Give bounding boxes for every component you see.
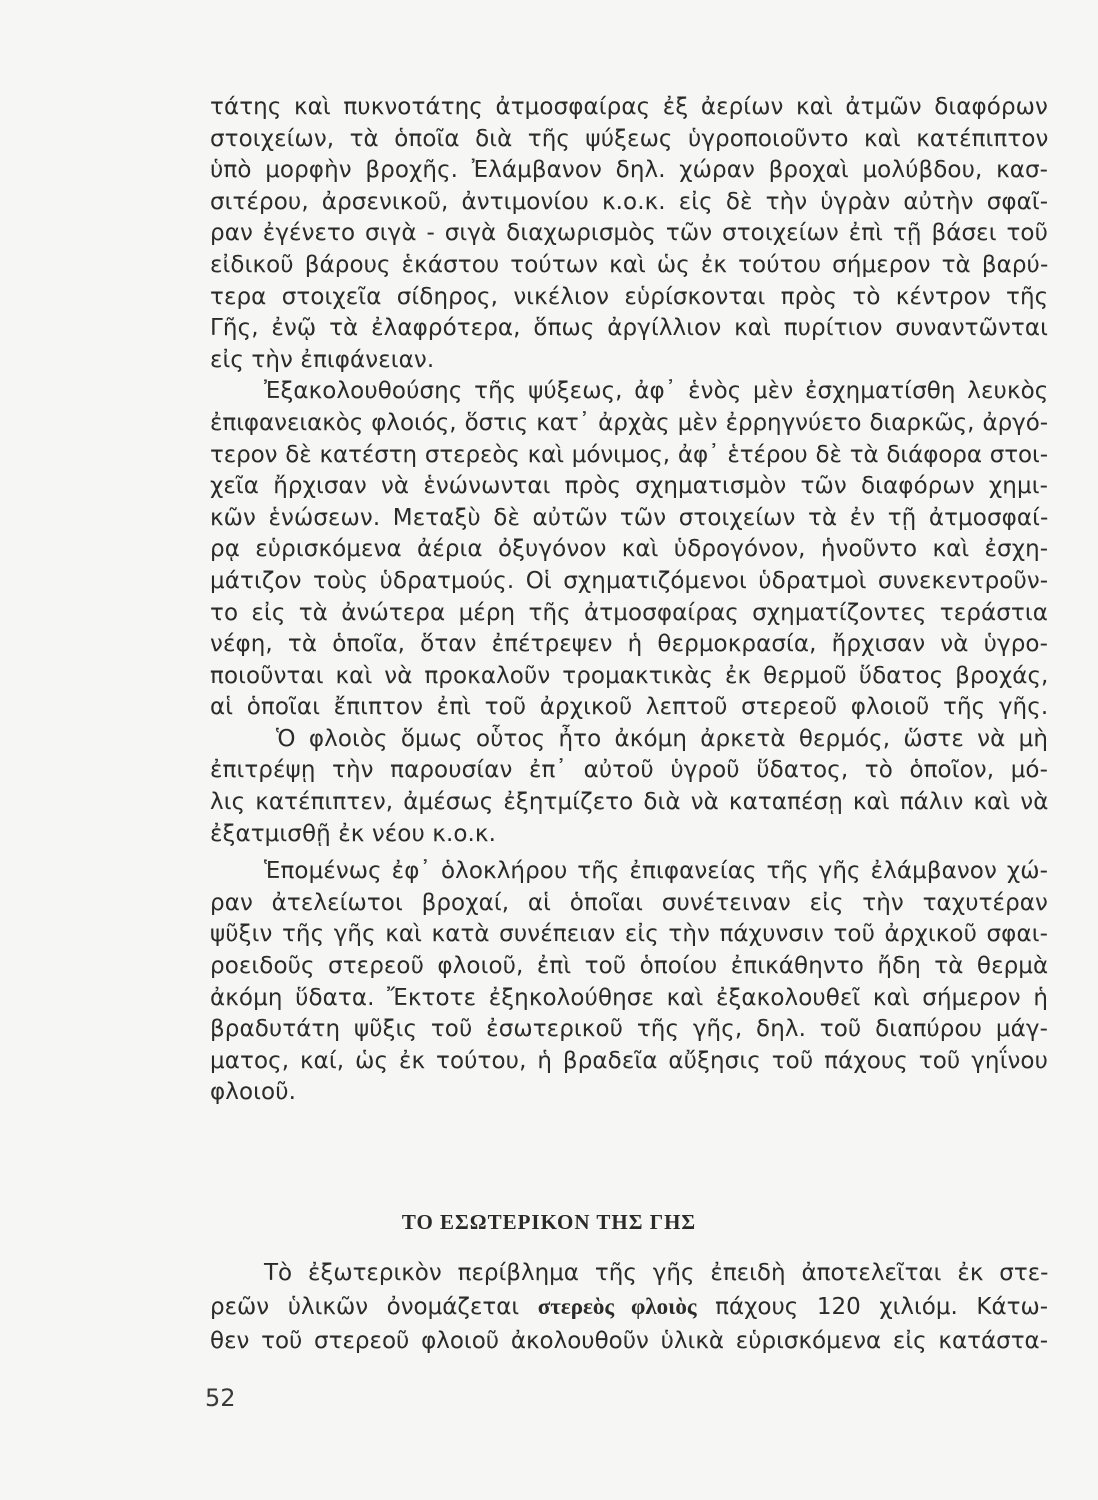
text-line: ροειδοῦς στερεοῦ φλοιοῦ, ἐπὶ τοῦ ὁποίου ἐπικάθηντο ἤδη τὰ θερμὰ <box>210 953 1049 980</box>
paragraph <box>210 376 1048 724</box>
section-heading: ΤΟ ΕΣΩΤΕΡΙΚΟΝ ΤΗΣ ΓΗΣ <box>401 1210 697 1234</box>
text-line: βραδυτάτη ψῦξις τοῦ ἐσωτερικοῦ τῆς γῆς, δηλ. τοῦ διαπύρου μάγ- <box>210 1016 1048 1043</box>
text-line: ἐξατμισθῇ ἐκ νέου κ.ο.κ. <box>210 820 497 847</box>
text-line: λις κατέπιπτεν, ἀμέσως ἐξητμίζετο διὰ νὰ καταπέσῃ καὶ πάλιν καὶ νὰ <box>210 789 1049 816</box>
page-number: 52 <box>205 1384 236 1412</box>
text-line: ὑπὸ μορφὴν βροχῆς. Ἐλάμβανον δηλ. χώραν βροχαὶ μολύβδου, κασ- <box>210 157 1049 184</box>
section-text <box>210 1256 1048 1358</box>
text-line: το εἰς τὰ ἀνώτερα μέρη τῆς ἀτμοσφαίρας σχηματίζοντες τεράστια <box>210 599 1048 626</box>
text-line: ἀκόμη ὕδατα. Ἔκτοτε ἐξηκολούθησε καὶ ἐξακολουθεῖ καὶ σήμερον ἡ <box>210 984 1048 1011</box>
text-line: αἱ ὁποῖαι ἔπιπτον ἐπὶ τοῦ ἀρχικοῦ λεπτοῦ στερεοῦ φλοιοῦ τῆς γῆς. <box>210 694 1049 721</box>
text-line: ψῦξιν τῆς γῆς καὶ κατὰ συνέπειαν εἰς τὴν πάχυνσιν τοῦ ἀρχικοῦ σφαι- <box>210 921 1048 948</box>
text-fragment: πάχους 120 χιλιόμ. Κάτω- <box>715 1294 1049 1320</box>
text-line: Ἐξακολουθούσης τῆς ψύξεως, ἀφ᾽ ἑνὸς μὲν ἐσχηματίσθη λευκὸς <box>264 378 1049 405</box>
text-line: ἐπιφανειακὸς φλοιός, ὅστις κατ᾽ ἀρχὰς μὲν ἐρρηγνύετο διαρκῶς, ἀργό- <box>210 409 1048 436</box>
text-line: ρᾳ εὑρισκόμενα ἀέρια ὀξυγόνον καὶ ὑδρογόνον, ἡνοῦντο καὶ ἐσχη- <box>210 536 1049 563</box>
text-line: μάτιζον τοὺς ὑδρατμούς. Οἱ σχηματιζόμενοι ὑδρατμοὶ συνεκεντροῦν- <box>210 567 1049 594</box>
text-line: ποιοῦνται καὶ νὰ προκαλοῦν τρομακτικὰς ἐκ θερμοῦ ὕδατος βροχάς, <box>210 662 1049 689</box>
text-line: εἰδικοῦ βάρους ἑκάστου τούτων καὶ ὡς ἐκ τούτου σήμερον τὰ βαρύ- <box>210 251 1049 278</box>
text-line: Γῆς, ἐνῷ τὰ ἐλαφρότερα, ὅπως ἀργίλλιον καὶ πυρίτιον συναντῶνται <box>210 315 1048 342</box>
text-line: ραν ἐγένετο σιγὰ - σιγὰ διαχωρισμὸς τῶν στοιχείων ἐπὶ τῇ βάσει τοῦ <box>210 220 1048 247</box>
text-line: ματος, καί, ὡς ἐκ τούτου, ἡ βραδεῖα αὔξησις τοῦ πάχους τοῦ γηΐνου <box>210 1047 1048 1074</box>
text-line: τάτης καὶ πυκνοτάτης ἀτμοσφαίρας ἐξ ἀερίων καὶ ἀτμῶν διαφόρων <box>210 94 1048 120</box>
main-text <box>210 92 1048 1109</box>
text-line: τερα στοιχεῖα σίδηρος, νικέλιον εὑρίσκονται πρὸς τὸ κέντρον τῆς <box>210 283 1049 310</box>
text-line: Τὸ ἐξωτερικὸν περίβλημα τῆς γῆς ἐπειδὴ ἀποτελεῖται ἐκ στε- <box>264 1260 1049 1286</box>
text-line: φλοιοῦ. <box>210 1079 297 1106</box>
text-line: στοιχείων, τὰ ὁποῖα διὰ τῆς ψύξεως ὑγροποιοῦντο καὶ κατέπιπτον <box>210 125 1049 152</box>
text-line: σιτέρου, ἀρσενικοῦ, ἀντιμονίου κ.ο.κ. εἰς δὲ τὴν ὑγρὰν αὐτὴν σφαῖ- <box>210 188 1049 215</box>
text-line: Ἑπομένως ἐφ᾽ ὁλοκλήρου τῆς ἐπιφανείας τῆς γῆς ἐλάμβανον χώ- <box>264 858 1048 885</box>
text-line: ἐπιτρέψῃ τὴν παρουσίαν ἐπ᾽ αὐτοῦ ὑγροῦ ὕδατος, τὸ ὁποῖον, μό- <box>210 757 1048 784</box>
paragraph <box>210 724 1048 850</box>
text-line: Ὁ φλοιὸς ὅμως οὗτος ἦτο ἀκόμη ἀρκετὰ θερμός, ὥστε νὰ μὴ <box>276 725 1048 752</box>
bold-term: στερεὸς φλοιὸς <box>537 1294 697 1319</box>
text-line: νέφη, τὰ ὁποῖα, ὅταν ἐπέτρεψεν ἡ θερμοκρασία, ἤρχισαν νὰ ὑγρο- <box>210 631 1048 658</box>
text-line: τερον δὲ κατέστη στερεὸς καὶ μόνιμος, ἀφ᾽ ἑτέρου δὲ τὰ διάφορα στοι- <box>210 441 1048 468</box>
text-line-with-term <box>210 1290 1048 1324</box>
text-line: χεῖα ἤρχισαν νὰ ἑνώνωνται πρὸς σχηματισμὸν τῶν διαφόρων χημι- <box>210 473 1048 500</box>
text-fragment: ρεῶν ὑλικῶν ὀνομάζεται <box>210 1294 520 1320</box>
text-line: εἰς τὴν ἐπιφάνειαν. <box>210 346 435 373</box>
paragraph <box>210 92 1048 376</box>
text-line: θεν τοῦ στερεοῦ φλοιοῦ ἀκολουθοῦν ὑλικὰ εὑρισκόμενα εἰς κατάστα- <box>210 1328 1048 1354</box>
paragraph <box>210 856 1048 1109</box>
text-line: κῶν ἑνώσεων. Μεταξὺ δὲ αὐτῶν τῶν στοιχείων τὰ ἐν τῇ ἀτμοσφαί- <box>210 504 1049 531</box>
text-line: ραν ἀτελείωτοι βροχαί, αἱ ὁποῖαι συνέτειναν εἰς τὴν ταχυτέραν <box>210 889 1048 916</box>
